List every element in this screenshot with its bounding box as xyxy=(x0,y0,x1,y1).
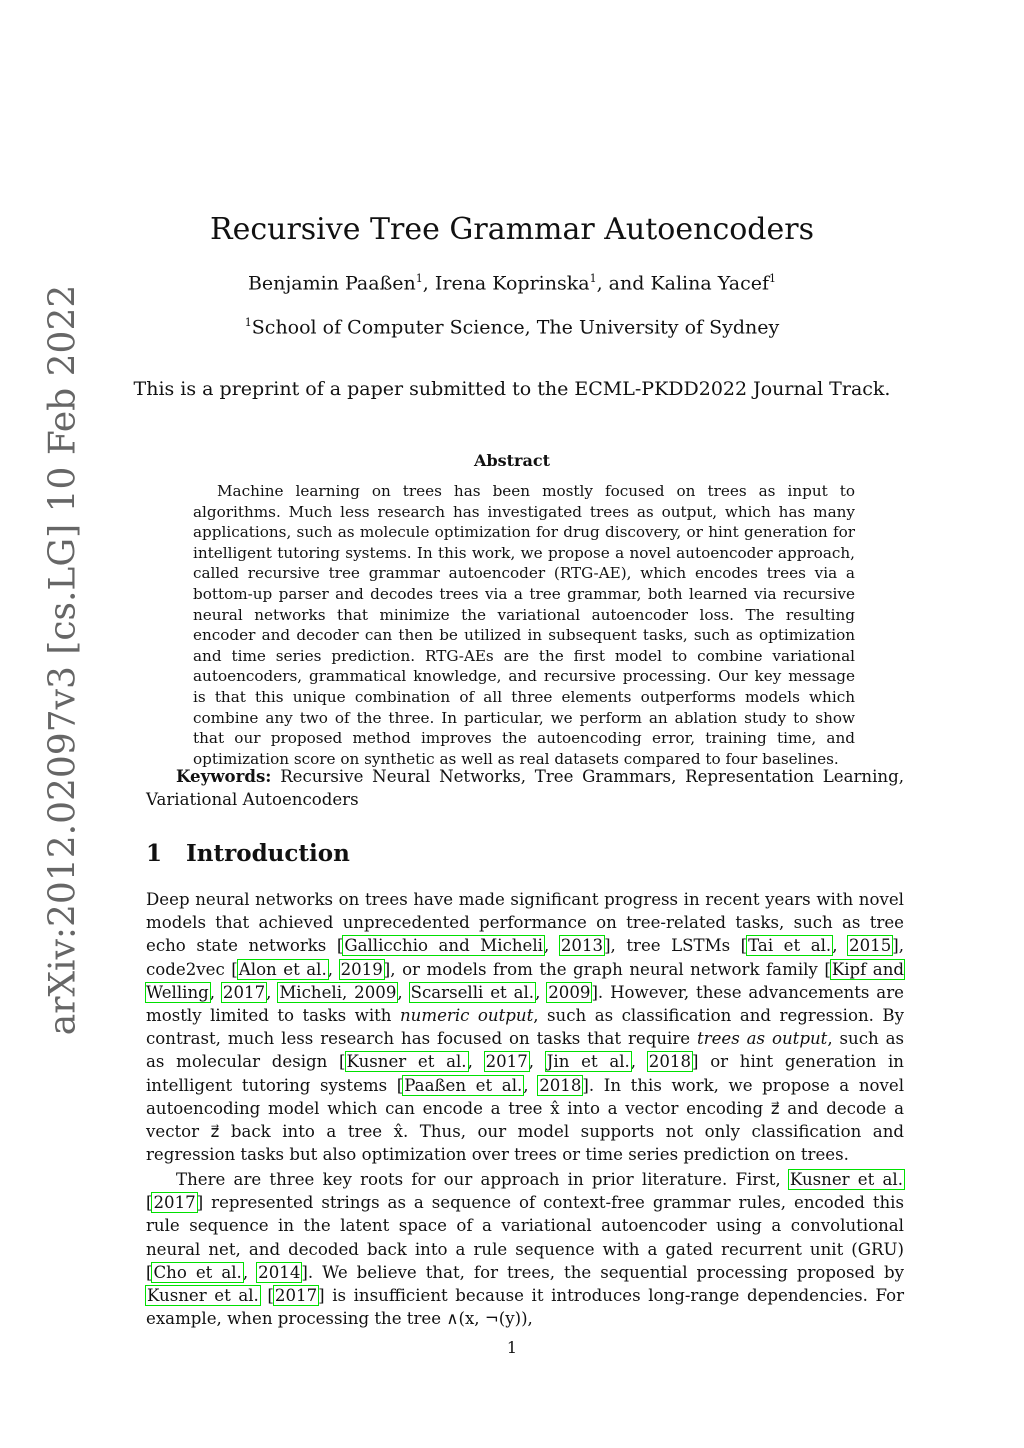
keywords xyxy=(146,765,904,811)
author-affil-mark: 1 xyxy=(769,272,777,285)
section-number: 1 xyxy=(146,840,163,867)
citation-link[interactable]: 2018 xyxy=(539,1075,582,1095)
arxiv-identifier: arXiv:2012.02097v3 [cs.LG] 10 Feb 2022 xyxy=(42,284,84,1036)
author-list: Benjamin Paaßen$^1$, Irena Koprinska$^1$, and Kalina Yacef$^1$ xyxy=(247,272,777,295)
citation-link[interactable]: Tai et al. xyxy=(748,936,832,956)
citation-link[interactable]: Kusner et al. xyxy=(346,1052,467,1072)
citation-link[interactable]: 2018 xyxy=(648,1052,692,1072)
citation-link[interactable]: 2017 xyxy=(274,1286,318,1306)
author-name: Kalina Yacef xyxy=(650,272,770,295)
citation-link[interactable]: 2009 xyxy=(548,982,591,1002)
citation-link[interactable]: Alon et al. xyxy=(238,959,327,979)
citation-link[interactable]: Kipf and Welling xyxy=(146,959,905,1002)
author-name: Irena Koprinska xyxy=(434,272,590,295)
citation-link[interactable]: Cho et al. xyxy=(153,1262,242,1282)
citation-link[interactable]: 2014 xyxy=(258,1262,301,1282)
author-affil-mark: 1 xyxy=(415,272,423,285)
section-heading xyxy=(146,840,350,867)
intro-paragraph-2: There are three key roots for our approach in prior literature. First, Kusner et al. [2017] represented strings as a sequence of context-free grammar rules, encoded this rule sequence in the latent space of a variational autoencoder using a convolutional neural net, and decoded back into a rule sequence with a gated recurrent unit (GRU) [Cho et al., 2014]. We believe that, for trees, the sequential processing proposed by Kusner et al. [2017] is insufficient because it introduces long-range dependencies. For example, when processing the tree ∧(x, ¬(y)), xyxy=(146,1170,905,1329)
emphasis: trees as output xyxy=(697,1029,828,1049)
preprint-note: This is a preprint of a paper submitted to the ECML-PKDD2022 Journal Track. xyxy=(133,378,891,400)
citation-link[interactable]: 2013 xyxy=(560,936,604,956)
citation-link[interactable]: Gallicchio and Micheli xyxy=(344,936,543,956)
citation-link[interactable]: 2019 xyxy=(340,959,383,979)
emphasis: numeric output xyxy=(399,1006,534,1026)
citation-link[interactable]: Kusner et al. xyxy=(147,1286,259,1306)
intro-paragraph-1: Deep neural networks on trees have made significant progress in recent years with novel models that achieved unprecedented performance on tree-related tasks, such as tree echo state networks [Gallicchio and Micheli, 2013], tree LSTMs [Tai et al., 2015], code2vec [Alon et al., 2019], or models from the graph neural network family [Kipf and Welling, 2017, Micheli, 2009, Scarselli et al., 2009]. However, these advancements are mostly limited to tasks with numeric output, such as classification and regression. By contrast, much less research has focused on tasks that require trees as output, such as as molecular design [Kusner et al., 2017, Jin et al., 2018] or hint generation in intelligent tutoring systems [Paaßen et al., 2018]. In this work, we propose a novel autoencoding model which can encode a tree x̂ into a vector encoding z⃗ and decode a vector z⃗ back into a tree x̂. Thus, our model supports not only classification and regression tasks but also optimization over trees or time series prediction on trees. xyxy=(146,890,905,1165)
citation-link[interactable]: 2017 xyxy=(222,982,266,1002)
author-name: Benjamin Paaßen xyxy=(247,272,416,295)
author-affil-mark: 1 xyxy=(589,272,597,285)
citation-link[interactable]: Jin et al. xyxy=(546,1052,630,1072)
citation-link[interactable]: 2017 xyxy=(485,1052,528,1072)
keywords-label: Keywords: xyxy=(176,766,272,786)
abstract-heading: Abstract xyxy=(474,451,550,470)
citation-link[interactable]: 2017 xyxy=(153,1193,196,1213)
paper-title: Recursive Tree Grammar Autoencoders xyxy=(209,212,814,247)
arxiv-sidebar xyxy=(38,250,88,1070)
citation-link[interactable]: Paaßen et al. xyxy=(404,1075,523,1095)
citation-link[interactable]: Kusner et al. xyxy=(789,1170,904,1189)
citation-link[interactable]: Micheli, 2009 xyxy=(279,982,397,1002)
section-title: Introduction xyxy=(186,840,350,867)
keywords-text: Recursive Neural Networks, Tree Grammars, Representation Learning, Variational Autoencoders xyxy=(146,767,904,809)
citation-link[interactable]: 2015 xyxy=(849,936,892,956)
citation-link[interactable]: Scarselli et al. xyxy=(410,982,535,1002)
abstract-text: Machine learning on trees has been mostly focused on trees as input to algorithms. Much less research has investigated trees as output, which has many applications, such as molecule optimization for drug discovery, or hint generation for intelligent tutoring systems. In this work, we propose a novel autoencoder approach, called recursive tree grammar autoencoder (RTG-AE), which encodes trees via a bottom-up parser and decodes trees via a tree grammar, both learned via recursive neural networks that minimize the variational autoencoder loss. The resulting encoder and decoder can then be utilized in subsequent tasks, such as optimization and time series prediction. RTG-AEs are the first model to combine variational autoencoders, grammatical knowledge, and recursive processing. Our key message is that this unique combination of all three elements outperforms models which combine any two of the three. In particular, we perform an ablation study to show that our proposed method improves the autoencoding error, training time, and optimization score on synthetic as well as real datasets compared to four baselines. xyxy=(193,482,855,768)
affiliation: $^1$School of Computer Science, The University of Sydney xyxy=(244,316,780,339)
page-number: 1 xyxy=(506,1338,518,1357)
